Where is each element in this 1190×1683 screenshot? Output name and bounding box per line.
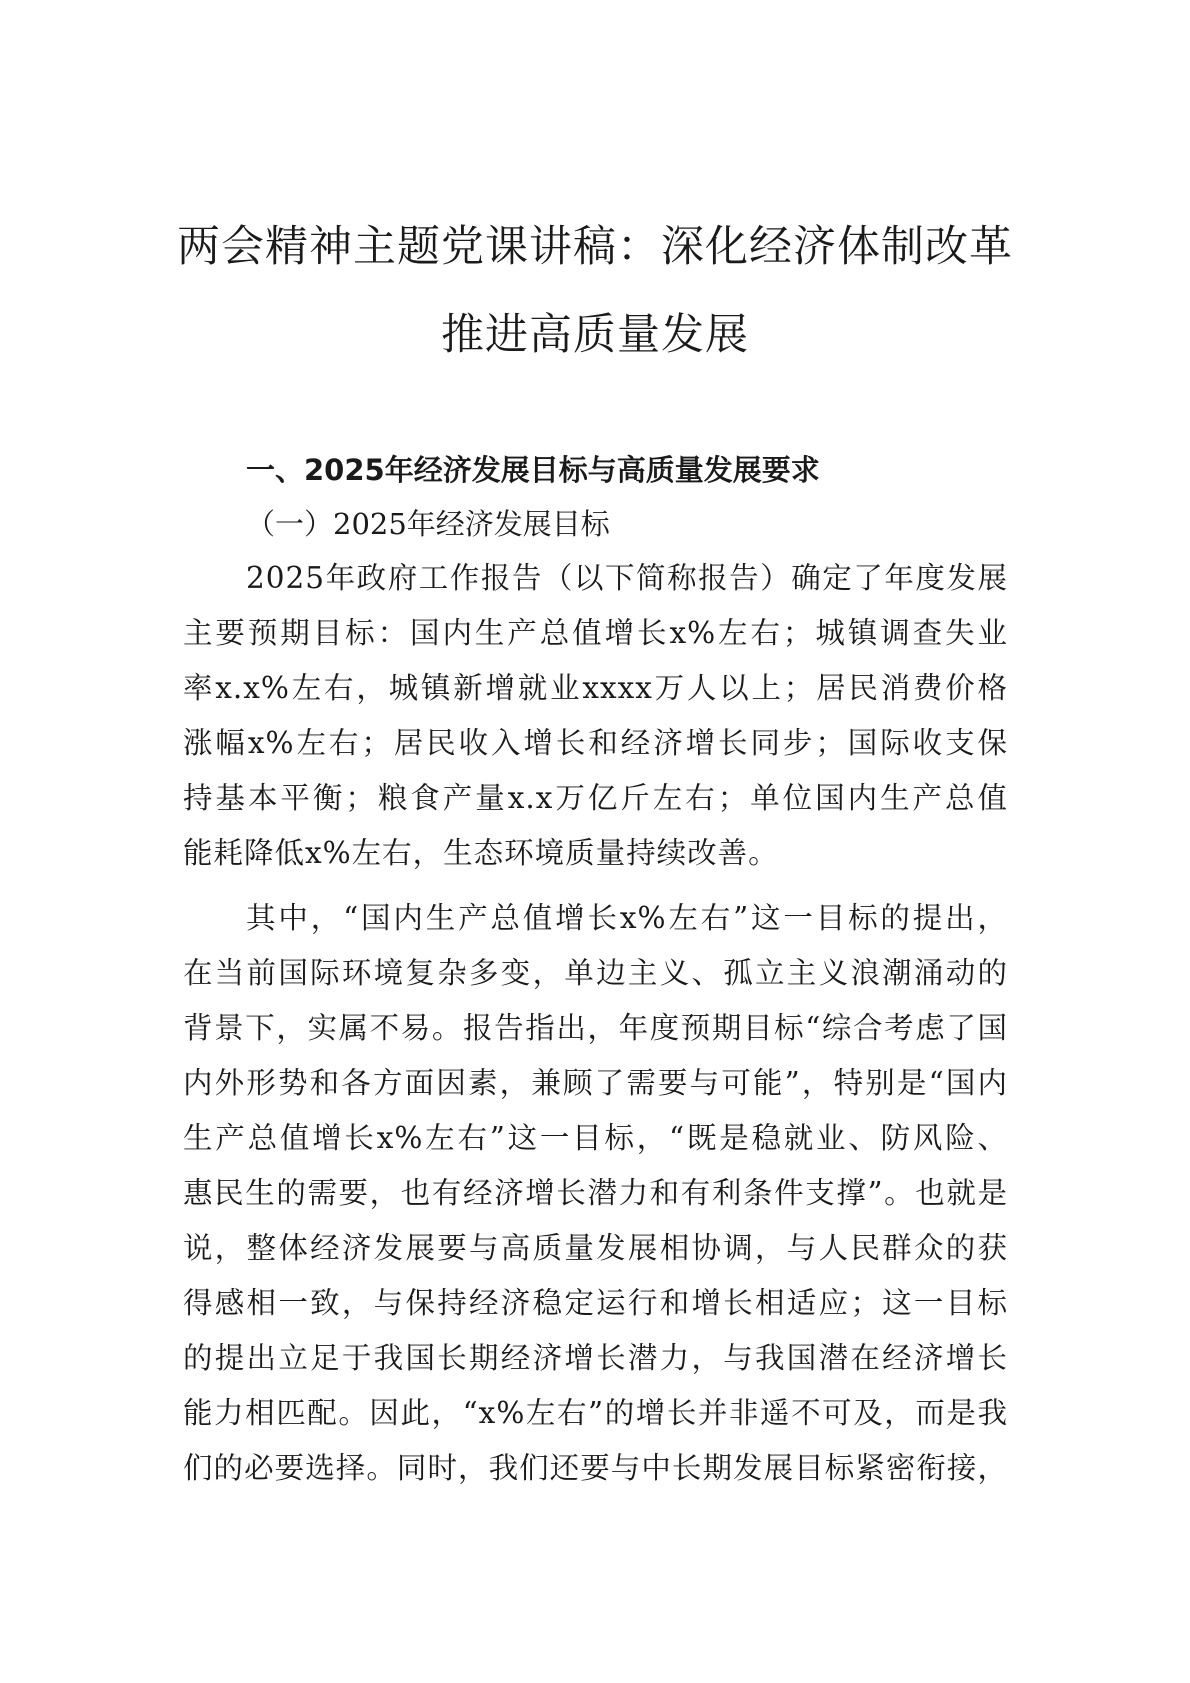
- paragraph-development-targets: [183, 551, 1008, 881]
- document-title-line-1: 两会精神主题党课讲稿：深化经济体制改革: [177, 222, 1013, 272]
- paragraph-line: 能耗降低x%左右，生态环境质量持续改善。: [183, 836, 779, 870]
- paragraph-line: 2025年政府工作报告（以下简称报告）确定了年度发展: [246, 561, 1008, 595]
- paragraph-line: 生产总值增长x%左右”这一目标，“既是稳就业、防风险、: [183, 1121, 1008, 1155]
- paragraph-line: 在当前国际环境复杂多变，单边主义、孤立主义浪潮涌动的: [183, 956, 1008, 990]
- subsection-heading-1: （一）2025年经济发展目标: [246, 507, 610, 541]
- paragraph-line: 其中，“国内生产总值增长x%左右”这一目标的提出，: [246, 901, 1008, 935]
- paragraph-line: 率x.x%左右，城镇新增就业xxxx万人以上；居民消费价格: [183, 671, 1008, 705]
- paragraph-line: 内外形势和各方面因素，兼顾了需要与可能”，特别是“国内: [183, 1066, 1008, 1100]
- paragraph-line: 说，整体经济发展要与高质量发展相协调，与人民群众的获: [183, 1231, 1008, 1265]
- paragraph-line: 得感相一致，与保持经济稳定运行和增长相适应；这一目标: [183, 1286, 1008, 1320]
- paragraph-line: 们的必要选择。同时，我们还要与中长期发展目标紧密衔接，: [183, 1451, 1008, 1485]
- paragraph-line: 背景下，实属不易。报告指出，年度预期目标“综合考虑了国: [183, 1011, 1008, 1045]
- paragraph-line: 惠民生的需要，也有经济增长潜力和有利条件支撑”。也就是: [183, 1176, 1008, 1210]
- paragraph-line: 持基本平衡；粮食产量x.x万亿斤左右；单位国内生产总值: [183, 781, 1008, 815]
- paragraph-line: 能力相匹配。因此，“x%左右”的增长并非遥不可及，而是我: [183, 1396, 1008, 1430]
- document-title-line-2: 推进高质量发展: [441, 310, 749, 360]
- paragraph-gdp-target-analysis: [183, 891, 1008, 1496]
- paragraph-line: 主要预期目标：国内生产总值增长x%左右；城镇调查失业: [183, 616, 1008, 650]
- section-heading-1: 一、2025年经济发展目标与高质量发展要求: [246, 453, 820, 487]
- paragraph-line: 涨幅x%左右；居民收入增长和经济增长同步；国际收支保: [183, 726, 1008, 760]
- paragraph-line: 的提出立足于我国长期经济增长潜力，与我国潜在经济增长: [183, 1341, 1008, 1375]
